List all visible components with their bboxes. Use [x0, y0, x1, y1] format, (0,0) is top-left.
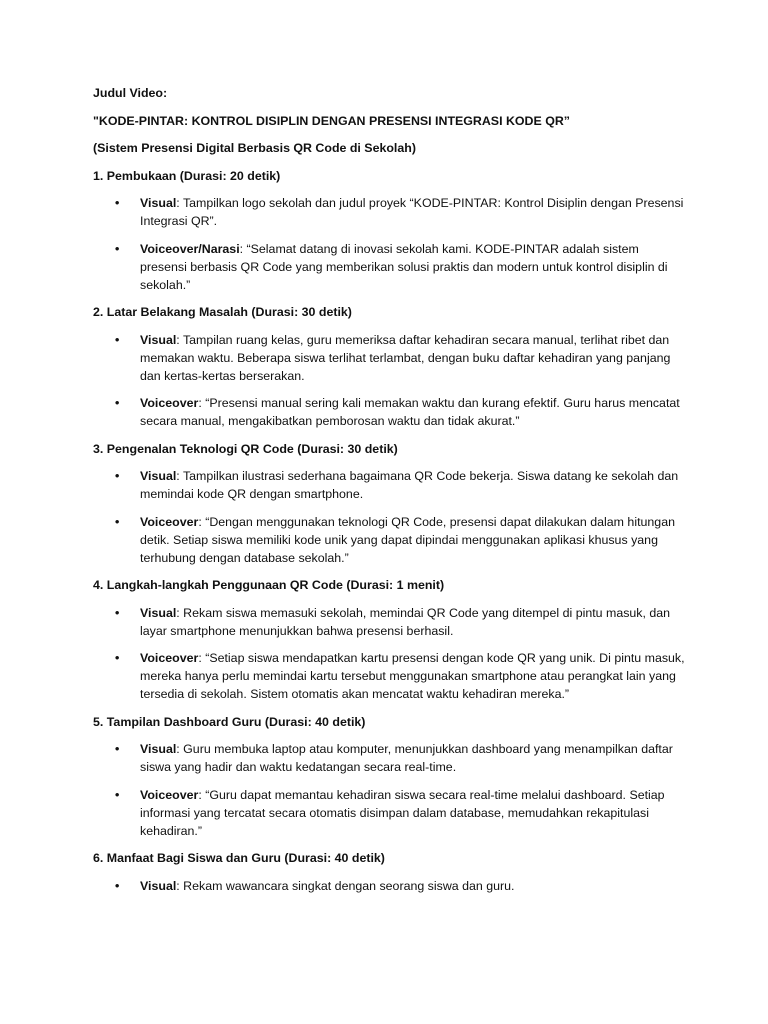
list-item	[93, 513, 685, 567]
list-item	[93, 240, 685, 294]
item-text: : Rekam wawancara singkat dengan seorang siswa dan guru.	[176, 878, 515, 893]
item-label: Voiceover	[140, 787, 199, 802]
list-item	[93, 786, 685, 840]
bullet-icon: •	[115, 241, 120, 256]
section-list-6	[93, 877, 685, 895]
item-label: Visual	[140, 878, 177, 893]
item-text: : Tampilan ruang kelas, guru memeriksa daftar kehadiran secara manual, terlihat ribet dan memakan waktu. Beberapa siswa terlihat terlambat, dengan buku daftar kehadiran yang panjang dan kertas-kertas berserakan.	[140, 332, 671, 383]
video-subtitle: (Sistem Presensi Digital Berbasis QR Code di Sekolah)	[93, 141, 416, 155]
section-list-5	[93, 740, 685, 840]
item-label: Voiceover	[140, 651, 199, 665]
list-item	[93, 394, 685, 430]
item-text: : Tampilkan ilustrasi sederhana bagaimana QR Code bekerja. Siswa datang ke sekolah dan memindai kode QR dengan smartphone.	[140, 469, 679, 501]
bullet-icon: •	[115, 396, 120, 410]
item-text: : Rekam siswa memasuki sekolah, memindai QR Code yang ditempel di pintu masuk, dan layar smartphone menunjukkan bahwa presensi berhasil.	[140, 605, 671, 638]
section-heading-4: 4. Langkah-langkah Penggunaan QR Code (Durasi: 1 menit)	[93, 578, 445, 592]
bullet-icon: •	[115, 878, 120, 893]
section-list-3	[93, 467, 685, 567]
section-list-1	[93, 194, 685, 294]
bullet-icon: •	[115, 514, 120, 529]
item-text: : “Dengan menggunakan teknologi QR Code, presensi dapat dilakukan dalam hitungan detik. Setiap siswa memiliki kode unik yang dapat dipindai menggunakan aplikasi khusus yang terhubung dengan database sekolah.”	[140, 514, 675, 565]
item-label: Voiceover	[140, 514, 199, 529]
list-item	[93, 331, 685, 385]
bullet-icon: •	[115, 196, 120, 210]
title-label: Judul Video:	[93, 86, 168, 100]
section-heading-3: 3. Pengenalan Teknologi QR Code (Durasi: 30 detik)	[93, 441, 398, 456]
list-item	[93, 604, 685, 640]
section-heading-5: 5. Tampilan Dashboard Guru (Durasi: 40 detik)	[93, 714, 366, 729]
item-text: : “Guru dapat memantau kehadiran siswa secara real-time melalui dashboard. Setiap informasi yang tercatat secara otomatis disimpan dalam database, memudahkan rekapitulasi kehadiran.”	[140, 787, 665, 838]
item-text: : “Selamat datang di inovasi sekolah kami. KODE-PINTAR adalah sistem presensi berbasis QR Code yang memberikan solusi praktis dan modern untuk kontrol disiplin di sekolah.”	[140, 241, 668, 292]
section-list-4	[93, 604, 685, 704]
list-item	[93, 467, 685, 503]
item-label: Voiceover/Narasi	[140, 241, 240, 256]
item-text: : “Setiap siswa mendapatkan kartu presensi dengan kode QR yang unik. Di pintu masuk, mereka hanya perlu memindai kartu tersebut menggunakan smartphone atau perangkat lain yang tersedia di sekolah. Sistem otomatis akan mencatat waktu kehadiran mereka.”	[140, 651, 685, 701]
section-heading-6: 6. Manfaat Bagi Siswa dan Guru (Durasi: 40 detik)	[93, 851, 385, 865]
item-label: Visual	[140, 605, 177, 620]
item-label: Visual	[140, 196, 177, 210]
item-text: : “Presensi manual sering kali memakan waktu dan kurang efektif. Guru harus mencatat secara manual, mengakibatkan pemborosan waktu dan tidak akurat.”	[140, 396, 680, 428]
item-label: Visual	[140, 332, 177, 347]
bullet-icon: •	[115, 605, 120, 620]
list-item	[93, 194, 685, 230]
bullet-icon: •	[115, 742, 120, 756]
bullet-icon: •	[115, 332, 120, 347]
list-item	[93, 740, 685, 776]
item-label: Visual	[140, 469, 177, 483]
item-text: : Guru membuka laptop atau komputer, menunjukkan dashboard yang menampilkan daftar siswa yang hadir dan waktu kedatangan secara real-time.	[140, 742, 673, 774]
section-heading-1: 1. Pembukaan (Durasi: 20 detik)	[93, 168, 281, 183]
video-title: "KODE-PINTAR: KONTROL DISIPLIN DENGAN PRESENSI INTEGRASI KODE QR”	[93, 113, 570, 128]
item-label: Voiceover	[140, 396, 199, 410]
list-item	[93, 649, 685, 703]
item-text: : Tampilkan logo sekolah dan judul proyek “KODE-PINTAR: Kontrol Disiplin dengan Presensi Integrasi QR”.	[140, 196, 684, 228]
section-heading-2: 2. Latar Belakang Masalah (Durasi: 30 detik)	[93, 305, 352, 319]
bullet-icon: •	[115, 651, 120, 665]
list-item	[93, 877, 685, 895]
bullet-icon: •	[115, 469, 120, 483]
bullet-icon: •	[115, 787, 120, 802]
item-label: Visual	[140, 742, 177, 756]
section-list-2	[93, 331, 685, 431]
document-body	[93, 84, 685, 904]
